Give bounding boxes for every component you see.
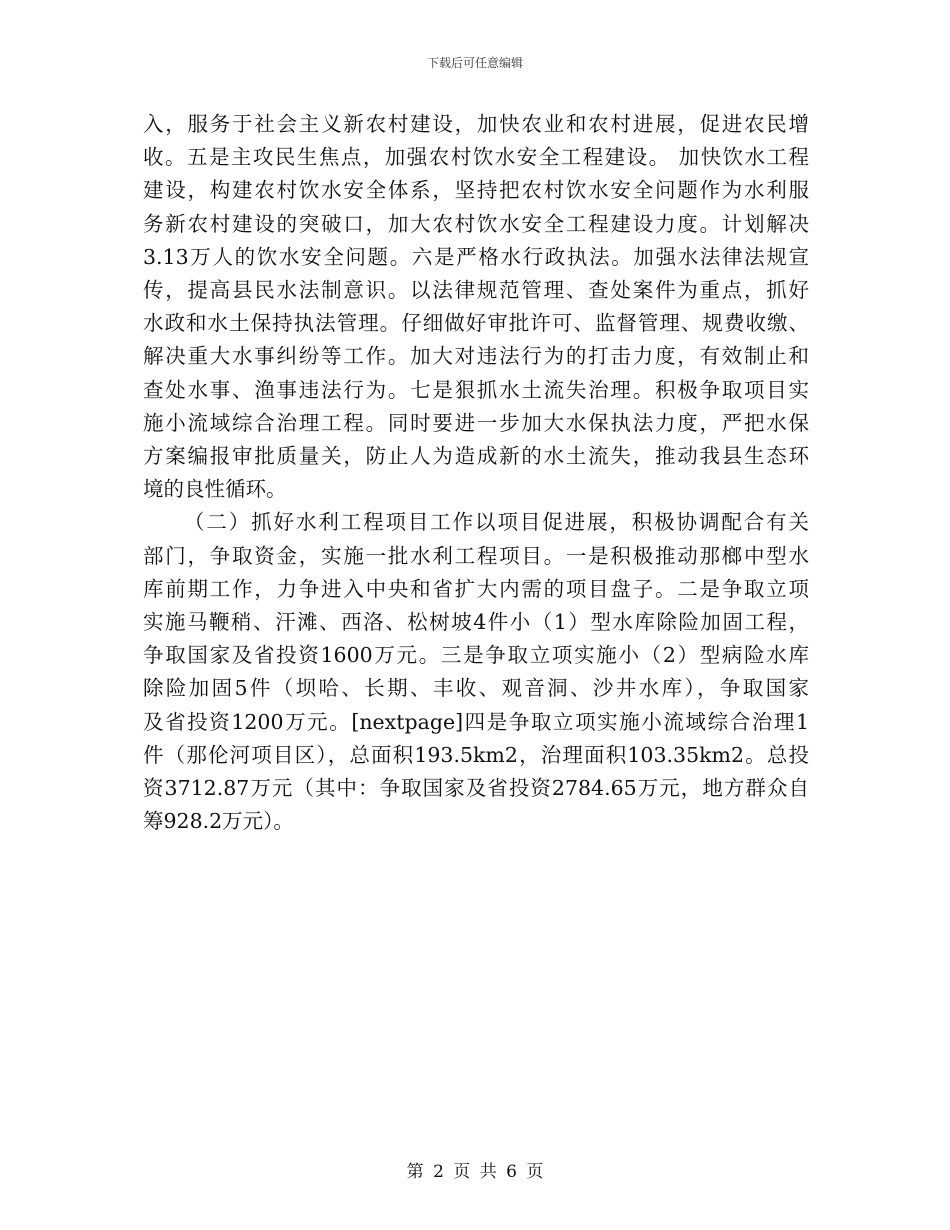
paragraph-2 — [143, 506, 809, 838]
page-footer: 第 2 页 共 6 页 — [406, 1162, 544, 1182]
text-line: 建设，构建农村饮水安全体系，坚持把农村饮水安全问题作为水利服 — [143, 178, 809, 203]
text-line: 实施马鞭稍、汗滩、西洛、松树坡4件小（1）型水库除险加固工程， — [143, 610, 809, 635]
text-line: 库前期工作，力争进入中央和省扩大内需的项目盘子。二是争取立项 — [143, 576, 809, 601]
text-line: 解决重大水事纠纷等工作。加大对违法行为的打击力度，有效制止和 — [143, 344, 809, 369]
text-line: 施小流域综合治理工程。同时要进一步加大水保执法力度，严把水保 — [143, 410, 809, 435]
text-line: （二）抓好水利工程项目工作以项目促进展，积极协调配合有关 — [184, 510, 809, 535]
text-line: 件（那伦河项目区），总面积193.5km2，治理面积103.35km2。总投 — [143, 742, 809, 767]
text-line: 传，提高县民水法制意识。以法律规范管理、查处案件为重点，抓好 — [143, 278, 809, 303]
text-line: 方案编报审批质量关，防止人为造成新的水土流失，推动我县生态环 — [143, 444, 809, 469]
document-body — [143, 108, 809, 838]
text-line: 资3712.87万元（其中：争取国家及省投资2784.65万元，地方群众自 — [143, 776, 809, 801]
text-line: 水政和水土保持执法管理。仔细做好审批许可、监督管理、规费收缴、 — [143, 311, 809, 336]
text-line: 筹928.2万元）。 — [143, 809, 294, 834]
text-line: 查处水事、渔事违法行为。七是狠抓水土流失治理。积极争取项目实 — [143, 377, 809, 402]
page-header: 下载后可任意编辑 — [426, 56, 523, 70]
text-line: 收。五是主攻民生焦点，加强农村饮水安全工程建设。 加快饮水工程 — [143, 145, 809, 170]
text-line: 境的良性循环。 — [143, 477, 287, 502]
text-line: 及省投资1200万元。[nextpage]四是争取立项实施小流域综合治理1 — [143, 709, 809, 734]
text-line: 3.13万人的饮水安全问题。六是严格水行政执法。加强水法律法规宣 — [143, 244, 809, 269]
text-line: 部门，争取资金，实施一批水利工程项目。一是积极推动那榔中型水 — [143, 543, 809, 568]
text-line: 除险加固5件（坝哈、长期、丰收、观音洞、沙井水库），争取国家 — [143, 676, 809, 701]
text-line: 争取国家及省投资1600万元。三是争取立项实施小（2）型病险水库 — [143, 643, 809, 668]
text-line: 务新农村建设的突破口，加大农村饮水安全工程建设力度。计划解决 — [143, 211, 809, 236]
paragraph-1 — [143, 108, 809, 506]
text-line: 入，服务于社会主义新农村建设，加快农业和农村进展，促进农民增 — [143, 112, 809, 136]
